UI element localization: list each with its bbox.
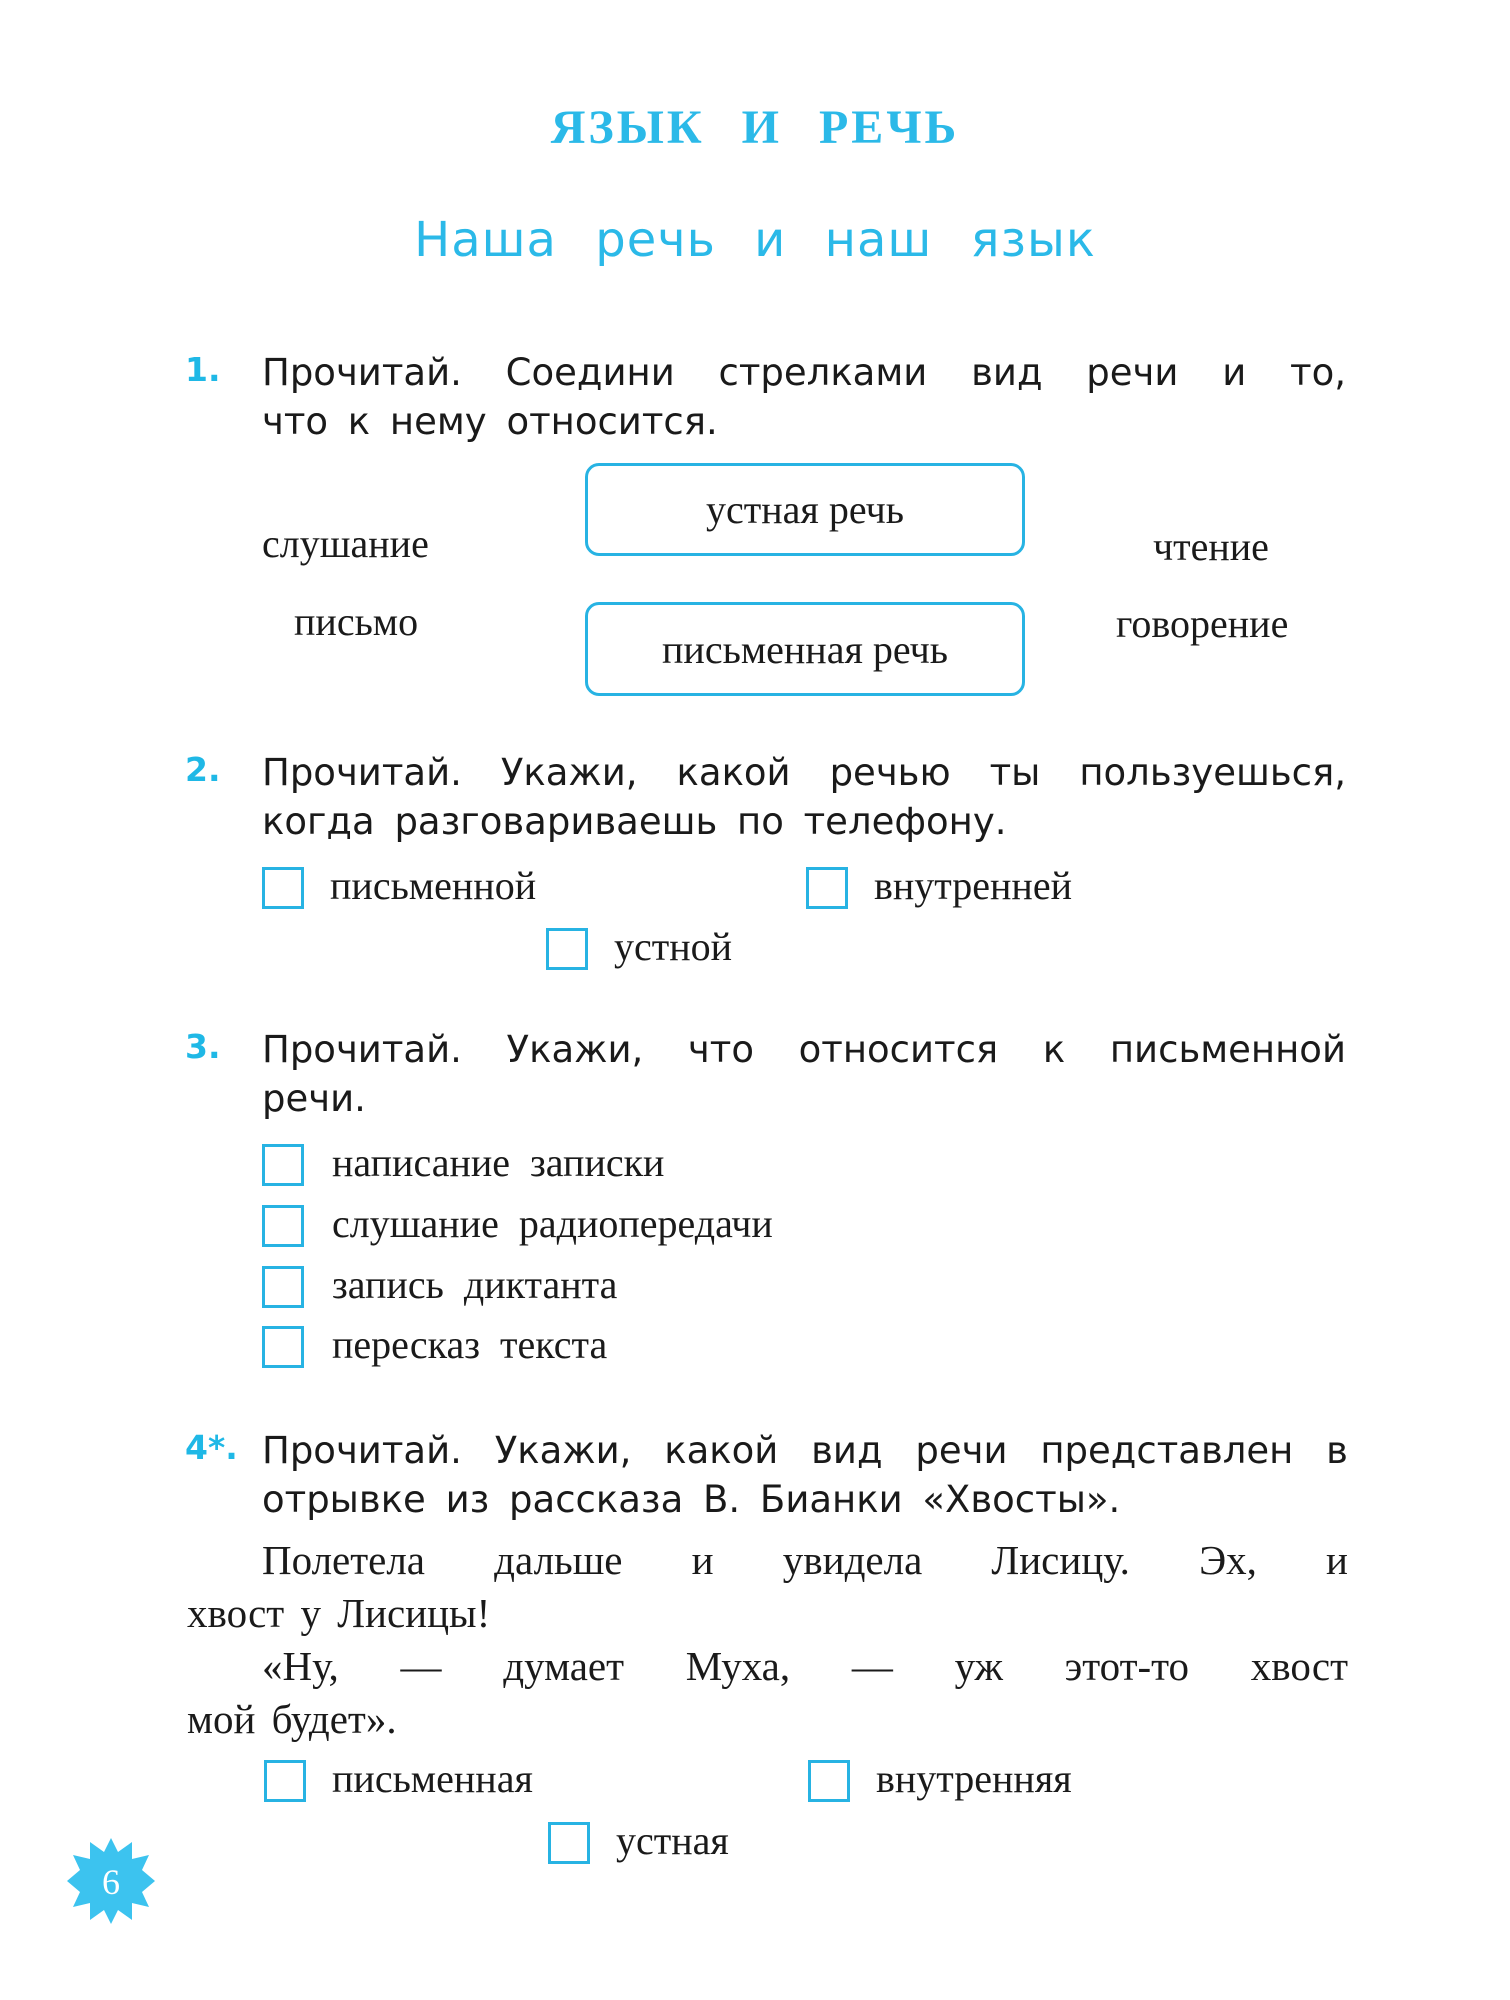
option-written-4-label: письменная (332, 1756, 533, 1801)
task-4-instruction-line-2: отрывке из рассказа В. Бианки «Хвосты». (262, 1478, 1121, 1521)
checkbox-written-4[interactable] (264, 1760, 306, 1802)
box-written-speech-label: письменная речь (662, 626, 948, 672)
option-dictation-label: запись диктанта (332, 1262, 618, 1307)
option-radio-listening-label: слушание радиопередачи (332, 1201, 773, 1246)
section-subtitle: Наша речь и наш язык (414, 212, 1096, 268)
passage-p2-line-2: мой будет». (187, 1696, 397, 1742)
option-internal-label: внутренней (874, 863, 1072, 908)
word-listening: слушание (262, 521, 429, 566)
task-3-number: 3. (185, 1027, 221, 1066)
checkbox-oral-4[interactable] (548, 1822, 590, 1864)
checkbox-note-writing[interactable] (262, 1144, 304, 1186)
option-retelling-label: пересказ текста (332, 1322, 608, 1367)
task-3-instruction-line-2: речи. (262, 1077, 366, 1120)
passage-p1-line-1: Полетела дальше и увидела Лисицу. Эх, и (262, 1537, 1348, 1583)
box-written-speech[interactable] (585, 602, 1025, 696)
checkbox-dictation[interactable] (262, 1266, 304, 1308)
word-writing: письмо (294, 599, 419, 644)
checkbox-internal-4[interactable] (808, 1760, 850, 1802)
option-oral-4-label: устная (616, 1818, 729, 1863)
word-reading: чтение (1153, 524, 1269, 569)
task-1-instruction-line-2: что к нему относится. (262, 400, 718, 443)
passage-p2-line-1: «Ну, — думает Муха, — уж этот-то хвост (262, 1643, 1348, 1689)
task-3-instruction-line-1: Прочитай. Укажи, что относится к письменной (262, 1028, 1346, 1071)
page-number-badge (66, 1836, 156, 1926)
task-4-number: 4*. (185, 1428, 238, 1467)
checkbox-internal[interactable] (806, 867, 848, 909)
box-oral-speech-label: устная речь (706, 487, 904, 532)
word-speaking: говорение (1116, 601, 1289, 646)
passage-p1-line-2: хвост у Лисицы! (187, 1590, 491, 1636)
task-1-number: 1. (185, 350, 221, 389)
option-note-writing-label: написание записки (332, 1140, 665, 1185)
section-title: ЯЗЫК И РЕЧЬ (550, 101, 960, 154)
option-oral-label: устной (614, 924, 733, 969)
checkbox-written[interactable] (262, 867, 304, 909)
task-4-instruction-line-1: Прочитай. Укажи, какой вид речи представлен в (262, 1429, 1348, 1472)
box-oral-speech[interactable] (585, 463, 1025, 556)
task-2-number: 2. (185, 750, 221, 789)
option-written-label: письменной (330, 863, 537, 908)
page-number: 6 (102, 1862, 120, 1902)
task-2-instruction-line-1: Прочитай. Укажи, какой речью ты пользуешься, (262, 751, 1346, 794)
task-1-instruction-line-1: Прочитай. Соедини стрелками вид речи и то, (262, 351, 1346, 394)
checkbox-oral[interactable] (546, 928, 588, 970)
option-internal-4-label: внутренняя (876, 1756, 1072, 1801)
checkbox-retelling[interactable] (262, 1326, 304, 1368)
checkbox-radio-listening[interactable] (262, 1205, 304, 1247)
task-2-instruction-line-2: когда разговариваешь по телефону. (262, 800, 1007, 843)
